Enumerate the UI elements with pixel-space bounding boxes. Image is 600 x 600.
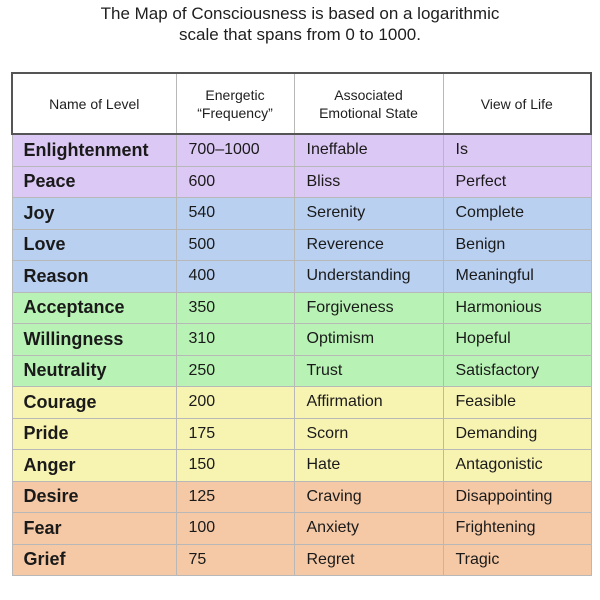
table-row xyxy=(12,229,591,261)
emotional-state-cell: Understanding xyxy=(294,261,443,293)
view-of-life-cell: Benign xyxy=(443,229,591,261)
frequency-cell: 400 xyxy=(176,261,294,293)
table-row xyxy=(12,481,591,513)
view-of-life-cell: Frightening xyxy=(443,513,591,545)
level-name-cell: Willingness xyxy=(12,324,176,356)
header-name-of-level: Name of Level xyxy=(12,73,176,134)
emotional-state-cell: Ineffable xyxy=(294,134,443,166)
view-of-life-cell: Antagonistic xyxy=(443,450,591,482)
table-row xyxy=(12,166,591,198)
header-emotion-line-2: Emotional State xyxy=(319,104,418,121)
frequency-cell: 75 xyxy=(176,544,294,576)
view-of-life-cell: Feasible xyxy=(443,387,591,419)
emotional-state-cell: Regret xyxy=(294,544,443,576)
view-of-life-cell: Disappointing xyxy=(443,481,591,513)
level-name-cell: Desire xyxy=(12,481,176,513)
view-of-life-cell: Perfect xyxy=(443,166,591,198)
header-frequency-line-1: Energetic xyxy=(205,86,265,103)
emotional-state-cell: Hate xyxy=(294,450,443,482)
table-row xyxy=(12,450,591,482)
emotional-state-cell: Optimism xyxy=(294,324,443,356)
level-name-cell: Reason xyxy=(12,261,176,293)
table-header-row xyxy=(12,73,591,134)
level-name-cell: Love xyxy=(12,229,176,261)
frequency-cell: 250 xyxy=(176,355,294,387)
frequency-cell: 175 xyxy=(176,418,294,450)
frequency-cell: 200 xyxy=(176,387,294,419)
consciousness-levels-table xyxy=(11,72,592,576)
emotional-state-cell: Anxiety xyxy=(294,513,443,545)
title-line-1: The Map of Consciousness is based on a logarithmic xyxy=(100,4,500,23)
level-name-cell: Enlightenment xyxy=(12,134,176,166)
view-of-life-cell: Harmonious xyxy=(443,292,591,324)
header-emotional-state xyxy=(294,73,443,134)
view-of-life-cell: Demanding xyxy=(443,418,591,450)
frequency-cell: 100 xyxy=(176,513,294,545)
page-title xyxy=(0,0,600,45)
emotional-state-cell: Forgiveness xyxy=(294,292,443,324)
emotional-state-cell: Affirmation xyxy=(294,387,443,419)
table-row xyxy=(12,418,591,450)
level-name-cell: Courage xyxy=(12,387,176,419)
table-row xyxy=(12,544,591,576)
table-row xyxy=(12,134,591,166)
view-of-life-cell: Hopeful xyxy=(443,324,591,356)
level-name-cell: Peace xyxy=(12,166,176,198)
emotional-state-cell: Reverence xyxy=(294,229,443,261)
emotional-state-cell: Craving xyxy=(294,481,443,513)
view-of-life-cell: Meaningful xyxy=(443,261,591,293)
frequency-cell: 700–1000 xyxy=(176,134,294,166)
frequency-cell: 310 xyxy=(176,324,294,356)
level-name-cell: Pride xyxy=(12,418,176,450)
frequency-cell: 600 xyxy=(176,166,294,198)
title-line-2: scale that spans from 0 to 1000. xyxy=(179,25,421,44)
view-of-life-cell: Tragic xyxy=(443,544,591,576)
table-row xyxy=(12,387,591,419)
view-of-life-cell: Is xyxy=(443,134,591,166)
table-row xyxy=(12,198,591,230)
emotional-state-cell: Scorn xyxy=(294,418,443,450)
emotional-state-cell: Trust xyxy=(294,355,443,387)
frequency-cell: 350 xyxy=(176,292,294,324)
emotional-state-cell: Serenity xyxy=(294,198,443,230)
view-of-life-cell: Complete xyxy=(443,198,591,230)
frequency-cell: 540 xyxy=(176,198,294,230)
header-energetic-frequency xyxy=(176,73,294,134)
frequency-cell: 150 xyxy=(176,450,294,482)
level-name-cell: Anger xyxy=(12,450,176,482)
header-frequency-line-2: “Frequency” xyxy=(197,104,273,121)
table-row xyxy=(12,324,591,356)
frequency-cell: 500 xyxy=(176,229,294,261)
level-name-cell: Fear xyxy=(12,513,176,545)
view-of-life-cell: Satisfactory xyxy=(443,355,591,387)
level-name-cell: Acceptance xyxy=(12,292,176,324)
header-view-of-life: View of Life xyxy=(443,73,591,134)
emotional-state-cell: Bliss xyxy=(294,166,443,198)
table-row xyxy=(12,513,591,545)
header-emotion-line-1: Associated xyxy=(334,86,403,103)
level-name-cell: Grief xyxy=(12,544,176,576)
level-name-cell: Joy xyxy=(12,198,176,230)
table-row xyxy=(12,292,591,324)
table-row xyxy=(12,355,591,387)
table-row xyxy=(12,261,591,293)
level-name-cell: Neutrality xyxy=(12,355,176,387)
frequency-cell: 125 xyxy=(176,481,294,513)
